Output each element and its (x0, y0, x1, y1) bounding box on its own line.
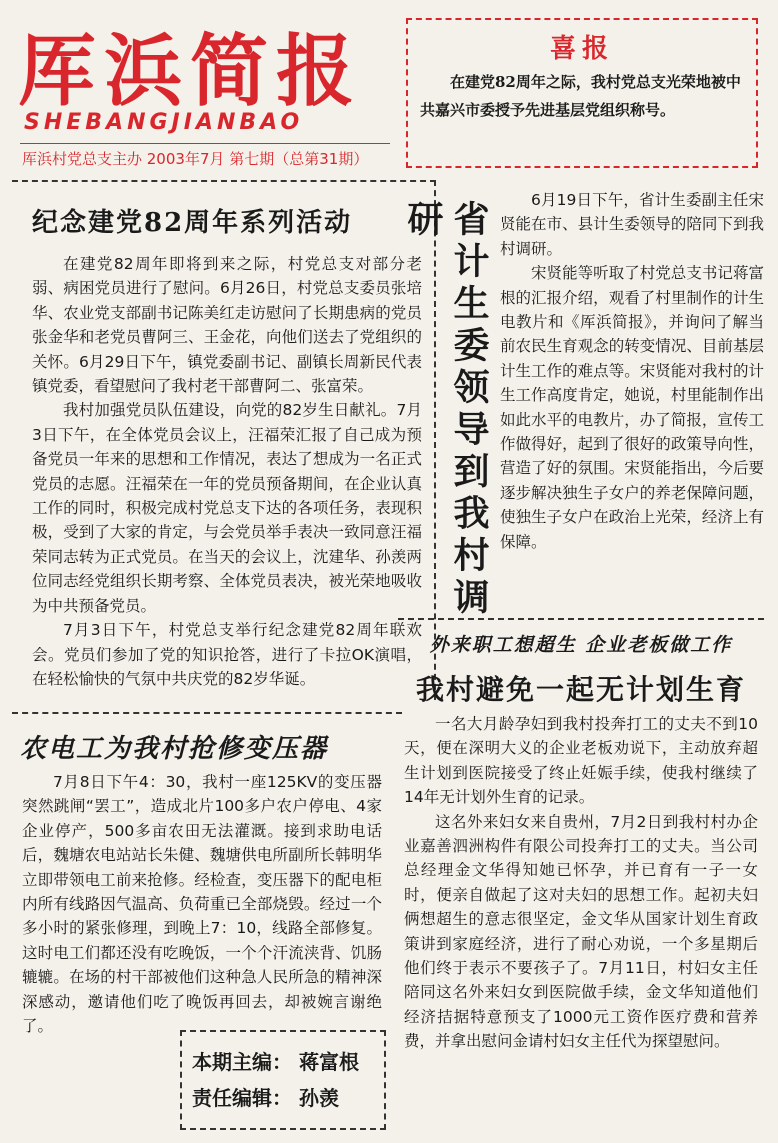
paragraph: 在建党82周年即将到来之际，村党总支对部分老弱、病困党员进行了慰问。6月26日，村党总支委员张培华、农业党支部副书记陈美红走访慰问了长期患病的党员张金华和老党员曹阿三、王金花，向他们送去了党组织的关怀。6月29日下午，镇党委副书记、副镇长周新民代表镇党委，看望慰问了我村老干部曹阿二、张富荣。 (32, 255, 422, 396)
editor-credits (180, 1030, 386, 1130)
article-unplanned-birth-kicker: 外来职工想超生 企业老板做工作 (429, 634, 733, 656)
article-party-anniversary-title: 纪念建党82周年系列活动 (32, 208, 353, 238)
paragraph: 7月8日下午4：30，我村一座125KV的变压器突然跳闸“罢工”，造成北片100多户农户停电、4家企业停产，500多亩农田无法灌溉。接到求助电话后，魏塘农电站站长朱健、魏塘供电所副所长韩明华立即带领电工前来抢修。经检查，变压器下的配电柜内所有线路因气温高、负荷重已全部烧毁。经过一个多小时的紧张修理，到晚上7：10，线路全部修复。这时电工们都还没有吃晚饭，一个个汗流浃背、饥肠辘辘。在场的村干部被他们这种急人民所急的精神深深感动，邀请他们吃了晚饭再回去，却被婉言谢绝了。 (22, 773, 382, 1036)
good-news-box (406, 18, 758, 168)
responsible-editor-label: 责任编辑： (192, 1086, 292, 1110)
article-divider (398, 618, 764, 620)
masthead-divider (20, 143, 390, 144)
article-party-anniversary (12, 180, 436, 700)
responsible-editor-name: 孙羡 (298, 1086, 339, 1110)
good-news-body: 在建党82周年之际，我村党总支光荣地被中共嘉兴市委授予先进基层党组织称号。 (420, 73, 741, 119)
article-party-anniversary-body (32, 252, 422, 691)
chief-editor-line (192, 1044, 374, 1080)
issue-info: 厍浜村党总支主办 2003年7月 第七期（总第31期） (22, 150, 369, 168)
paragraph: 宋贤能等听取了村党总支书记蒋富根的汇报介绍，观看了村里制作的计生电教片和《厍浜简报》，并询问了解当前农民生育观念的转变情况、目前基层计生工作的难点等。宋贤能对我村的计生工作高度肯定，她说，村里能制作出如此水平的电教片，办了简报，宣传工作做得好，起到了很好的政策导向性，营造了好的氛围。宋贤能指出，今后要逐步解决独生子女户的养老保障问题，使独生子女户在政治上光荣，经济上有保障。 (500, 264, 764, 551)
paragraph: 7月3日下午，村党总支举行纪念建党82周年联欢会。党员们参加了党的知识抢答，进行了卡拉OK演唱，在轻松愉快的气氛中共庆党的82岁华诞。 (32, 621, 422, 688)
chief-editor-label: 本期主编： (192, 1050, 292, 1074)
article-divider (12, 712, 402, 714)
article-unplanned-birth-title: 我村避免一起无计划生育 (415, 673, 746, 706)
paragraph: 6月19日下午，省计生委副主任宋贤能在市、县计生委领导的陪同下到我村调研。 (500, 191, 764, 258)
masthead-title: 厍浜简报 (18, 26, 363, 117)
chief-editor-name: 蒋富根 (298, 1050, 359, 1074)
responsible-editor-line (192, 1080, 374, 1116)
article-transformer-repair-body (22, 770, 382, 1038)
article-unplanned-birth-body (404, 712, 758, 1054)
good-news-title: 喜报 (549, 34, 614, 64)
article-transformer-repair-title: 农电工为我村抢修变压器 (20, 734, 329, 764)
article-family-planning-visit-title: 省计生委领导到我村调研 (402, 200, 490, 620)
paragraph: 我村加强党员队伍建设，向党的82岁生日献礼。7月3日下午，在全体党员会议上，汪福荣汇报了自己成为预备党员一年来的思想和工作情况，表达了想成为一名正式党员的志愿。汪福荣在一年的党员预备期间，在企业认真工作的同时，积极完成村党总支下达的各项任务，表现积极，受到了大家的肯定，与会党员举手表决一致同意汪福荣同志转为正式党员。在当天的会议上，沈建华、孙羡两位同志经党组织长期考察、全体党员表决，被光荣地吸收为中共预备党员。 (32, 401, 422, 615)
article-family-planning-visit-body (500, 188, 764, 554)
masthead-pinyin: SHEBANGJIANBAO (24, 110, 304, 135)
paragraph: 这名外来妇女来自贵州，7月2日到我村村办企业嘉善泗洲构件有限公司投奔打工的丈夫。当公司总经理金文华得知她已怀孕，并已育有一子一女时，便亲自做起了这对夫妇的思想工作。起初夫妇俩想超生的意志很坚定，金文华从国家计划生育政策讲到家庭经济，进行了耐心劝说，一个多星期后他们终于表示不要孩子了。7月11日，村妇女主任陪同这名外来妇女到医院做手续，金文华知道他们经济拮据特意预支了1000元工资作医疗费和营养费，并拿出慰问金请村妇女主任代为探望慰问。 (404, 812, 758, 1051)
paragraph: 一名大月龄孕妇到我村投奔打工的丈夫不到10天，便在深明大义的企业老板劝说下，主动放弃超生计划到医院接受了终止妊娠手续，使我村继续了14年无计划外生育的记录。 (404, 715, 758, 807)
